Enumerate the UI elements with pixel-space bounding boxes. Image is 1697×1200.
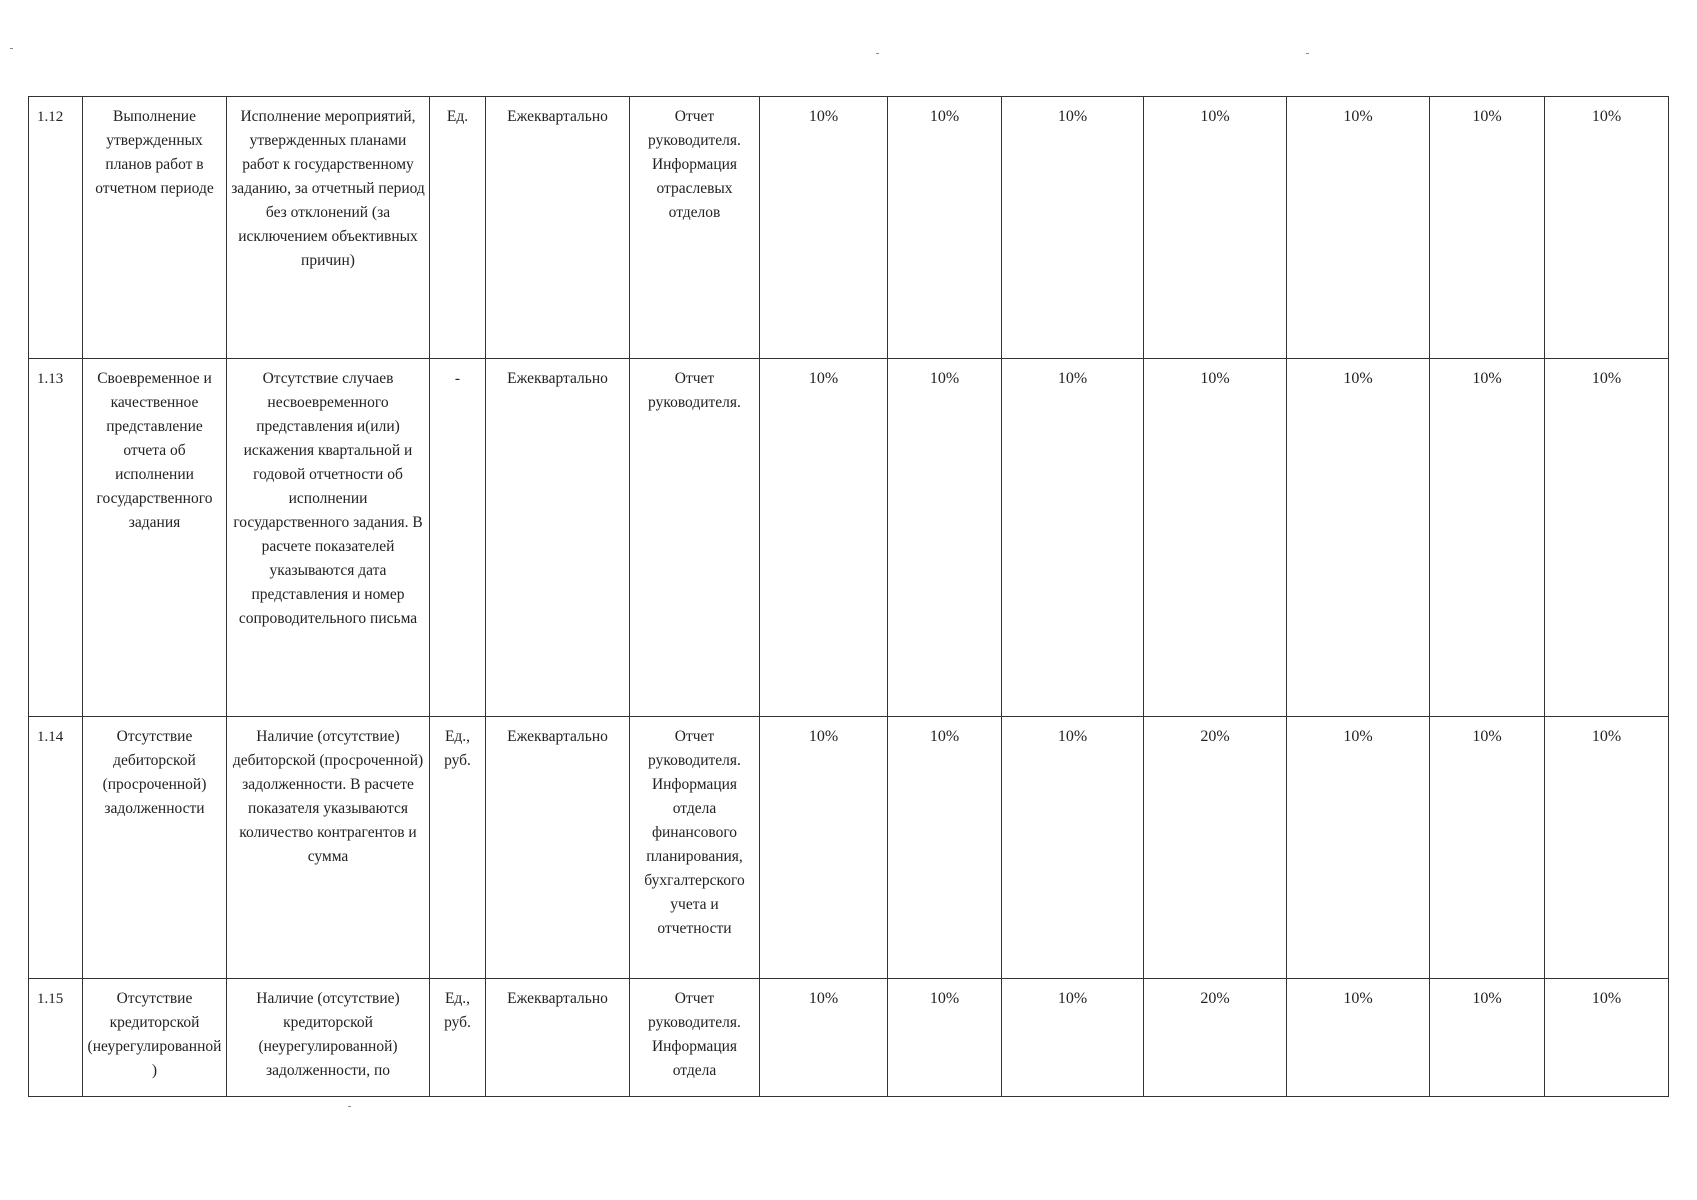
- value-cell: 10%: [1002, 717, 1144, 979]
- value-cell: 10%: [888, 359, 1002, 717]
- table-row: [29, 97, 1669, 359]
- indicator-description: Наличие (отсутствие) кредиторской (неурегулированной) задолженности, по: [227, 979, 430, 1097]
- indicator-name: Своевременное и качественное представление отчета об исполнении государственного задания: [83, 359, 227, 717]
- row-number: 1.13: [29, 359, 83, 717]
- value-cell: 20%: [1144, 979, 1287, 1097]
- frequency-cell: Ежеквартально: [486, 97, 630, 359]
- frequency-cell: Ежеквартально: [486, 717, 630, 979]
- frequency-cell: Ежеквартально: [486, 979, 630, 1097]
- indicators-table: [28, 96, 1669, 1097]
- indicator-description: Наличие (отсутствие) дебиторской (просроченной) задолженности. В расчете показателя указываются количество контрагентов и сумма: [227, 717, 430, 979]
- scan-speck: [876, 53, 879, 54]
- table-row: [29, 717, 1669, 979]
- unit-cell: -: [430, 359, 486, 717]
- indicator-name: Отсутствие дебиторской (просроченной) задолженности: [83, 717, 227, 979]
- indicator-name: Отсутствие кредиторской (неурегулированной): [83, 979, 227, 1097]
- value-cell: 10%: [1287, 97, 1430, 359]
- value-cell: 10%: [1002, 97, 1144, 359]
- value-cell: 10%: [1545, 359, 1669, 717]
- scan-speck: [1306, 53, 1309, 54]
- table-body: [29, 97, 1669, 1097]
- scan-speck: [348, 1106, 351, 1107]
- row-number: 1.14: [29, 717, 83, 979]
- value-cell: 10%: [1002, 979, 1144, 1097]
- table-row: [29, 359, 1669, 717]
- value-cell: 10%: [760, 97, 888, 359]
- source-cell: Отчет руководителя. Информация отдела финансового планирования, бухгалтерского учета и отчетности: [630, 717, 760, 979]
- row-number: 1.12: [29, 97, 83, 359]
- value-cell: 10%: [1144, 359, 1287, 717]
- value-cell: 10%: [1430, 97, 1545, 359]
- value-cell: 10%: [1002, 359, 1144, 717]
- source-cell: Отчет руководителя.: [630, 359, 760, 717]
- value-cell: 10%: [1144, 97, 1287, 359]
- scan-speck: [10, 48, 13, 49]
- value-cell: 10%: [888, 717, 1002, 979]
- indicator-description: Отсутствие случаев несвоевременного представления и(или) искажения квартальной и годовой отчетности об исполнении государственного задания. В расчете показателей указываются дата представления и номер сопроводительного письма: [227, 359, 430, 717]
- value-cell: 10%: [1430, 979, 1545, 1097]
- table-row: [29, 979, 1669, 1097]
- value-cell: 10%: [888, 979, 1002, 1097]
- value-cell: 10%: [1545, 97, 1669, 359]
- indicator-name: Выполнение утвержденных планов работ в отчетном периоде: [83, 97, 227, 359]
- value-cell: 10%: [1430, 717, 1545, 979]
- source-cell: Отчет руководителя. Информация отраслевых отделов: [630, 97, 760, 359]
- value-cell: 10%: [1287, 717, 1430, 979]
- unit-cell: Ед., руб.: [430, 717, 486, 979]
- row-number: 1.15: [29, 979, 83, 1097]
- value-cell: 10%: [888, 97, 1002, 359]
- value-cell: 10%: [1430, 359, 1545, 717]
- value-cell: 20%: [1144, 717, 1287, 979]
- source-cell: Отчет руководителя. Информация отдела: [630, 979, 760, 1097]
- value-cell: 10%: [1545, 717, 1669, 979]
- value-cell: 10%: [1287, 979, 1430, 1097]
- indicator-description: Исполнение мероприятий, утвержденных планами работ к государственному заданию, за отчетный период без отклонений (за исключением объективных причин): [227, 97, 430, 359]
- unit-cell: Ед., руб.: [430, 979, 486, 1097]
- frequency-cell: Ежеквартально: [486, 359, 630, 717]
- value-cell: 10%: [1545, 979, 1669, 1097]
- value-cell: 10%: [1287, 359, 1430, 717]
- value-cell: 10%: [760, 717, 888, 979]
- value-cell: 10%: [760, 359, 888, 717]
- value-cell: 10%: [760, 979, 888, 1097]
- unit-cell: Ед.: [430, 97, 486, 359]
